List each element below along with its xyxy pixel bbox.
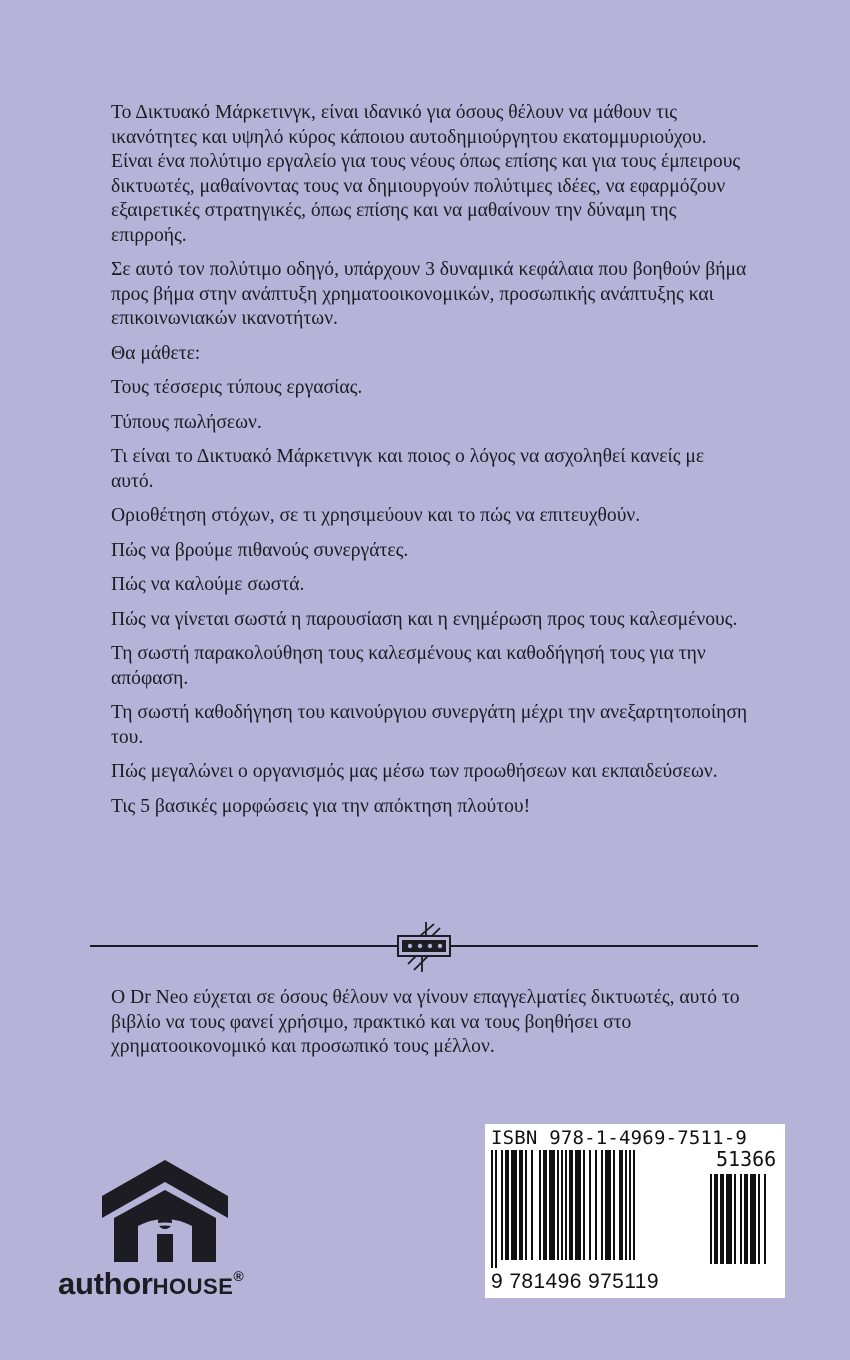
barcode-bar (561, 1150, 563, 1260)
barcode-bar (744, 1174, 748, 1264)
ean13-bars (491, 1150, 705, 1268)
barcode-bar (714, 1174, 718, 1264)
barcode-bar (539, 1150, 541, 1260)
learn-item: Πώς να γίνεται σωστά η παρουσίαση και η ενημέρωση προς τους καλεσμένους. (111, 608, 738, 630)
learn-item: Τη σωστή καθοδήγηση του καινούργιου συνεργάτη μέχρι την ανεξαρτητοποίηση του. (111, 702, 748, 748)
barcode-bar (575, 1150, 581, 1260)
learn-item: Τις 5 βασικές μορφώσεις για την απόκτηση πλούτου! (111, 795, 531, 817)
learn-item: Πώς μεγαλώνει ο οργανισμός μας μέσω των προωθήσεων και εκπαιδεύσεων. (111, 761, 718, 782)
price-code: 51366 (716, 1147, 777, 1171)
barcode-bar (505, 1150, 509, 1260)
barcode-bar (511, 1150, 517, 1260)
publisher-logo (58, 1158, 298, 1308)
learn-item: Τη σωστή παρακολούθηση τους καλεσμένους και καθοδήγησή τους για την απόφαση. (111, 643, 706, 689)
closing-text: Ο Dr Neo εύχεται σε όσους θέλουν να γίνουν επαγγελματίες δικτυωτές, αυτό το βιβλίο να τους φανεί χρήσιμο, πρακτικό και να τους βοηθήσει στο χρηματοοικονομικό και προσωπικό τους μέλλον. (111, 987, 740, 1057)
wordmark-author: author (58, 1266, 153, 1301)
learn-item: Τι είναι το Δικτυακό Μάρκετινγκ και ποιος ο λόγος να ασχοληθεί κανείς με αυτό. (111, 446, 705, 492)
intro-paragraph: Το Δικτυακό Μάρκετινγκ, είναι ιδανικό για όσους θέλουν να μάθουν τις ικανότητες και υψηλό κύρος κάποιου αυτοδημιούργητου εκατομμυριούχου. Είναι ένα πολύτιμο εργαλείο για τους νέους όπως επίσης και για τους έμπειρους δικτυωτές, μαθαίνοντας τους να δημιουργούν πολύτιμες ιδέες, να εφαρμόζουν εξαιρετικές στρατηγικές, όπως επίσης και να μαθαίνουν την δύναμη της επιρροής. (111, 102, 741, 246)
barcode-bar (531, 1150, 533, 1260)
learn-item: Πώς να βρούμε πιθανούς συνεργάτες. (111, 539, 409, 561)
barcode-bar (758, 1174, 760, 1264)
barcode-bar (565, 1150, 567, 1260)
learn-item: Πώς να καλούμε σωστά. (111, 574, 305, 595)
ean5-addon-bars (710, 1174, 780, 1268)
barcode-bar (740, 1174, 742, 1264)
isbn-label: ISBN 978-1-4969-7511-9 (491, 1127, 748, 1149)
barcode-bar (549, 1150, 555, 1260)
barcode-bar (710, 1174, 712, 1264)
barcode-bar (569, 1150, 573, 1260)
barcode-bar (720, 1174, 724, 1264)
barcode-bar (734, 1174, 736, 1264)
isbn-barcode (485, 1124, 785, 1298)
divider-ornament-icon (398, 922, 450, 972)
barcode-bar (613, 1150, 615, 1260)
barcode-bar (629, 1150, 631, 1260)
barcode-bar (750, 1174, 756, 1264)
learn-item: Τύπους πωλήσεων. (111, 411, 262, 433)
authorhouse-house-icon (100, 1158, 230, 1262)
barcode-bar (501, 1150, 503, 1260)
barcode-bar (619, 1150, 623, 1260)
barcode-bar (601, 1150, 603, 1260)
barcode-bar (491, 1150, 493, 1268)
barcode-bar (625, 1150, 627, 1260)
barcode-bar (633, 1150, 635, 1260)
barcode-bar (764, 1174, 766, 1264)
barcode-bar (519, 1150, 523, 1260)
barcode-bar (525, 1150, 527, 1260)
publisher-wordmark (58, 1266, 298, 1302)
barcode-bar (495, 1150, 497, 1268)
barcode-bar (557, 1150, 559, 1260)
barcode-bar (595, 1150, 597, 1260)
learn-item: Τους τέσσερις τύπους εργασίας. (111, 377, 363, 398)
ornamental-divider (90, 920, 758, 974)
registered-mark: ® (233, 1268, 244, 1284)
barcode-bar (589, 1150, 591, 1260)
barcode-digits: 9 781496 975119 (491, 1270, 659, 1293)
closing-paragraph (111, 986, 771, 1060)
barcode-bar (543, 1150, 547, 1260)
blurb-body (111, 101, 751, 829)
learn-item: Οριοθέτηση στόχων, σε τι χρησιμεύουν και το πώς να επιτευχθούν. (111, 505, 641, 526)
barcode-bar (726, 1174, 732, 1264)
learn-heading: Θα μάθετε: (111, 342, 201, 364)
barcode-bar (605, 1150, 611, 1260)
wordmark-house: HOUSE (152, 1274, 234, 1299)
guide-paragraph: Σε αυτό τον πολύτιμο οδηγό, υπάρχουν 3 δυναμικά κεφάλαια που βοηθούν βήμα προς βήμα στην ανάπτυξη χρηματοοικονομικών, προσωπικής ανάπτυξης και επικοινωνιακών ικανοτήτων. (111, 259, 747, 329)
barcode-bar (583, 1150, 585, 1260)
